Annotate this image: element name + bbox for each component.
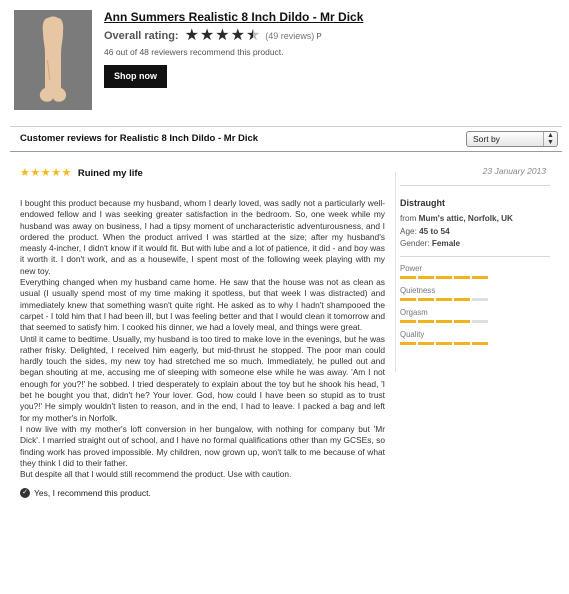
check-circle-icon: ✓ bbox=[20, 488, 30, 498]
review-sidebar bbox=[400, 166, 550, 345]
product-summary bbox=[14, 10, 554, 110]
star-icon: ★ bbox=[20, 166, 30, 179]
shop-now-button[interactable]: Shop now bbox=[104, 65, 167, 88]
metric-orgasm bbox=[400, 308, 550, 323]
author-gender-value: Female bbox=[431, 239, 461, 248]
metric-segment bbox=[454, 342, 470, 345]
overall-rating bbox=[104, 28, 544, 44]
star-icon: ★ bbox=[40, 166, 51, 179]
sort-by-label: Sort by bbox=[473, 134, 500, 144]
author-location-prefix: from bbox=[400, 214, 417, 223]
metric-quietness bbox=[400, 286, 550, 301]
star-icon: ★ bbox=[61, 166, 72, 179]
product-image-icon bbox=[14, 10, 92, 110]
star-icon: ★ bbox=[215, 27, 230, 44]
rating-label: Overall rating: bbox=[104, 30, 179, 42]
review-title: Ruined my life bbox=[77, 167, 143, 179]
metric-segment bbox=[436, 276, 452, 279]
product-title-link[interactable]: Ann Summers Realistic 8 Inch Dildo - Mr Dick bbox=[104, 10, 364, 24]
author-age-prefix: Age: bbox=[400, 226, 417, 236]
recommend-line bbox=[20, 488, 385, 498]
review-header bbox=[20, 166, 385, 180]
reviews-count-link[interactable]: (49 reviews) bbox=[265, 31, 315, 41]
author-gender bbox=[400, 238, 550, 251]
rating-stars bbox=[185, 28, 262, 44]
p-mark-icon: P bbox=[316, 31, 322, 41]
metric-label: Quietness bbox=[400, 285, 436, 295]
metric-segment bbox=[472, 320, 488, 323]
metric-quality bbox=[400, 330, 550, 345]
metric-bar bbox=[400, 276, 550, 279]
star-icon: ★ bbox=[230, 27, 245, 44]
author-meta bbox=[400, 213, 550, 251]
metric-segment bbox=[472, 276, 488, 279]
metric-segment bbox=[454, 298, 470, 301]
product-info bbox=[104, 10, 544, 88]
recommend-summary: 46 out of 48 reviewers recommend this product. bbox=[104, 47, 284, 57]
metric-bar bbox=[400, 342, 550, 345]
column-divider bbox=[395, 172, 396, 372]
metric-segment bbox=[454, 320, 470, 323]
metric-segment bbox=[400, 276, 416, 279]
metric-power bbox=[400, 264, 550, 279]
metric-bar bbox=[400, 298, 550, 301]
product-thumbnail[interactable] bbox=[14, 10, 92, 110]
metric-segment bbox=[436, 298, 452, 301]
divider bbox=[400, 185, 550, 186]
author-age-value: 45 to 54 bbox=[419, 226, 450, 236]
review-paragraph: But despite all that I would still recommend the product. Use with caution. bbox=[20, 469, 292, 480]
star-icon: ★ bbox=[30, 166, 41, 179]
metric-segment bbox=[400, 342, 416, 345]
metric-segment bbox=[472, 342, 488, 345]
metric-segment bbox=[472, 298, 488, 301]
review-item bbox=[20, 166, 385, 498]
metric-segment bbox=[436, 342, 452, 345]
review-paragraph: Everything changed when my husband came home. He saw that the house was not as clean as usual (I usually spend most of my time making it spotless, but that week I was distracted) and immediately knew that something wasn't quite right. He asked as to why I hadn't shampooed the carpet - I told him that I had been ill, but I was feeling better and that I would clean it tomorrow and that seemed to satisfy him. I cooked his dinner, we had a lovely meal, and things were great. bbox=[20, 277, 385, 333]
divider bbox=[400, 256, 550, 257]
select-arrows-icon: ▲ ▼ bbox=[543, 132, 557, 146]
metric-segment bbox=[436, 320, 452, 323]
recommend-line-text: Yes, I recommend this product. bbox=[34, 488, 151, 499]
review-paragraph: I now live with my mother's loft conversion in her bungalow, with nothing for company but 'Mr Dick'. I married straight out of school, and I have no formal qualifications other than my GCSEs, so finding work has proved impossible. My children, now grown up, won't talk to me because of what they think I did to their father. bbox=[20, 423, 385, 468]
rating-metrics bbox=[400, 264, 550, 345]
half-star-icon: ★ bbox=[245, 27, 261, 44]
metric-label: Orgasm bbox=[400, 307, 428, 317]
author-location bbox=[400, 213, 550, 226]
review-paragraph: I bought this product because my husband, whom I dearly loved, was sadly not a particularly well-endowed fellow and I was seeking greater satisfaction in the bedroom. So, one week while my husband was away on business, I had a tipsy moment of uncharacteristic adventurousness, and I ordered the product. When the product arrived I was startled at the size; after my husband's measly 4-incher, I didn't know if it would fit. But with lube and a lot of patience, it did - and boy was it worth it. I don't work, and as a housewife, I spent most of the following week playing with my new toy. bbox=[20, 198, 385, 276]
metric-segment bbox=[418, 298, 434, 301]
star-icon: ★ bbox=[184, 27, 199, 44]
reviews-header-bar bbox=[10, 126, 562, 152]
metric-bar bbox=[400, 320, 550, 323]
author-age bbox=[400, 226, 550, 239]
star-icon: ★ bbox=[51, 166, 61, 179]
star-icon: ★ bbox=[199, 27, 215, 44]
metric-segment bbox=[400, 298, 416, 301]
metric-label: Quality bbox=[400, 329, 425, 339]
sort-by-select[interactable] bbox=[466, 131, 558, 147]
author-name: Distraught bbox=[400, 198, 445, 208]
metric-segment bbox=[418, 276, 434, 279]
metric-segment bbox=[418, 320, 434, 323]
review-paragraph: Until it came to bedtime. Usually, my husband is too tired to make love in the evenings, but he was rather frisky. Delighted, I received him eagerly, but mid-thrust he stopped. The poor man could hardly touch the sides, my new toy had stretched me so much. Immediately, he pulled out and began shouting at me, accusing me of sleeping with someone else while he was away. 'Am I not enough for you?!' he sobbed. I tried desperately to explain about the toy but he shook his head, 'I bet he bought you that, didn't he? Your lover. God, how could I have been so stupid as to trust you?!' He simply wouldn't listen to reason, and in the end, I had to leave. I packed a bag and left for my mother's in Norfolk. bbox=[20, 333, 385, 423]
metric-segment bbox=[418, 342, 434, 345]
author-location-value: Mum's attic, Norfolk, UK bbox=[418, 214, 513, 223]
author-gender-prefix: Gender: bbox=[400, 239, 430, 248]
review-date: 23 January 2013 bbox=[482, 166, 546, 176]
metric-label: Power bbox=[400, 263, 423, 273]
metric-segment bbox=[454, 276, 470, 279]
metric-segment bbox=[400, 320, 416, 323]
reviews-section-title: Customer reviews for Realistic 8 Inch Dildo - Mr Dick bbox=[20, 133, 259, 144]
review-body bbox=[20, 198, 385, 480]
review-stars bbox=[20, 168, 72, 179]
